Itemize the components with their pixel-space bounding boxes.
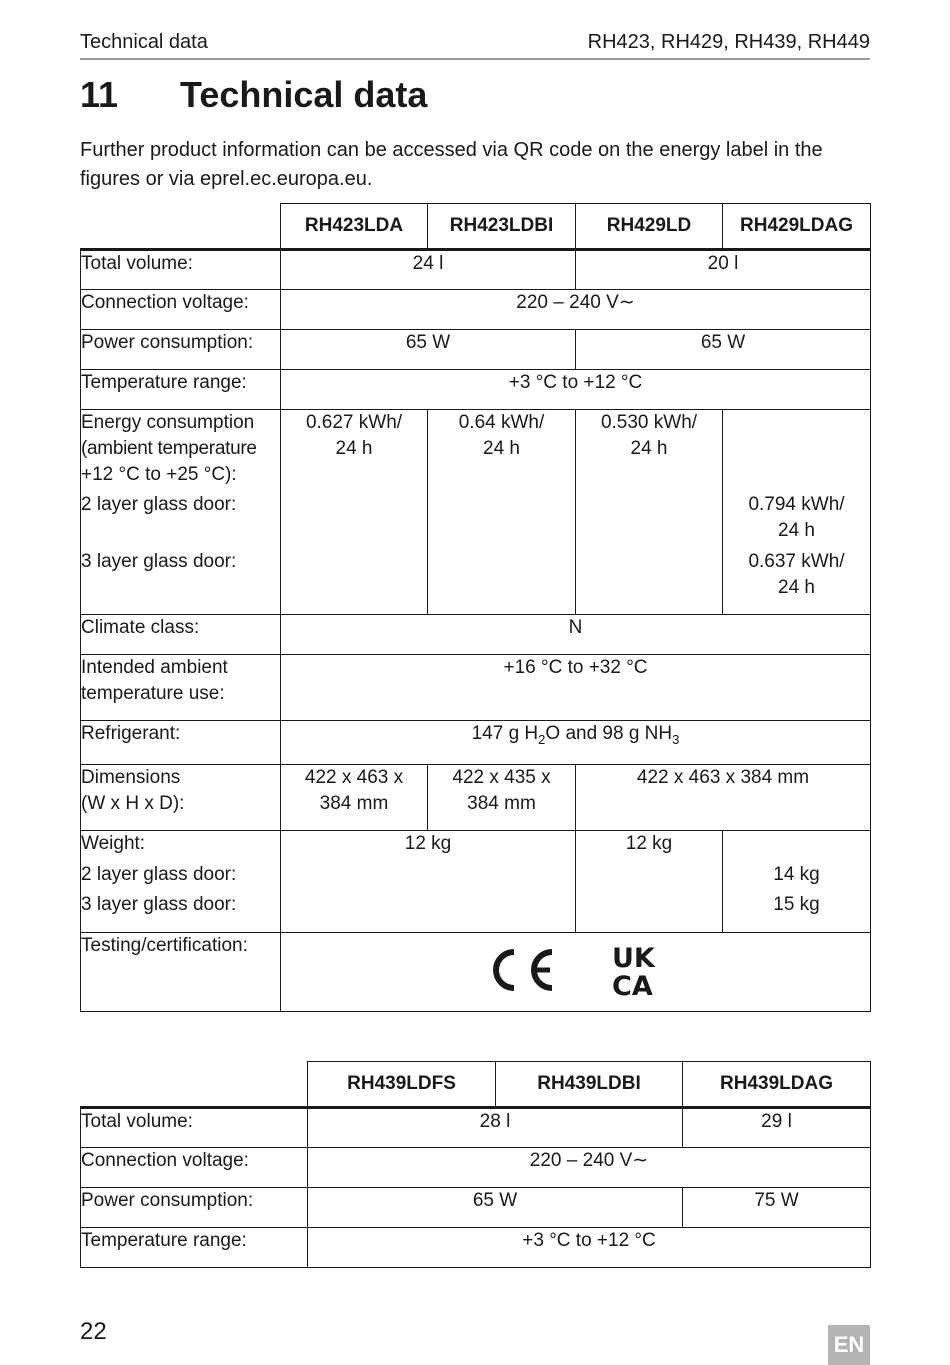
subscript: 2 xyxy=(538,732,546,747)
row-label: Connection voltage: xyxy=(81,290,281,330)
row-climate-class xyxy=(81,615,871,655)
value-cell xyxy=(281,765,428,831)
value-line: 24 h xyxy=(483,438,520,459)
row-total-volume xyxy=(81,250,871,290)
formula-part: 147 g H xyxy=(471,723,539,744)
row-label xyxy=(81,831,281,933)
corner-cell xyxy=(81,204,281,250)
row-label: Climate class: xyxy=(81,615,281,655)
value-line: 0.627 kWh/ xyxy=(305,412,403,433)
ce-mark-icon xyxy=(484,946,556,994)
row-label: Total volume: xyxy=(81,1108,308,1148)
value-cell: +3 °C to +12 °C xyxy=(308,1228,871,1268)
value-line: 0.64 kWh/ xyxy=(458,412,545,433)
label-line: temperature use: xyxy=(81,683,225,704)
value-line: 24 h xyxy=(335,438,373,459)
value-cell: 65 W xyxy=(576,330,871,370)
value-cell: 20 l xyxy=(576,250,871,290)
value-cell xyxy=(723,831,871,933)
value-cell xyxy=(428,410,576,615)
section-title: Technical data xyxy=(180,74,428,115)
value-line: 0.794 kWh/ xyxy=(748,494,845,515)
row-ambient-use xyxy=(81,655,871,721)
value-cell xyxy=(576,410,723,615)
label-line: (ambient temperature xyxy=(81,438,257,459)
value-line: 422 x 435 x xyxy=(452,767,551,788)
value-line: 15 kg xyxy=(773,894,820,915)
model-header: RH429LD xyxy=(576,204,723,250)
value-cell: 12 kg xyxy=(576,831,723,933)
row-label xyxy=(81,765,281,831)
value-cell: 29 l xyxy=(683,1108,871,1148)
model-header: RH439LDBI xyxy=(496,1062,683,1108)
row-label: Connection voltage: xyxy=(81,1148,308,1188)
row-connection-voltage xyxy=(81,290,871,330)
value-cell: +3 °C to +12 °C xyxy=(281,370,871,410)
value-line: 24 h xyxy=(778,520,815,541)
ukca-mark-icon xyxy=(612,943,668,997)
value-line: 422 x 463 x xyxy=(304,767,404,788)
row-refrigerant xyxy=(81,721,871,765)
row-label: Power consumption: xyxy=(81,330,281,370)
value-line: 14 kg xyxy=(773,864,820,885)
row-total-volume xyxy=(81,1108,871,1148)
svg-text:CA: CA xyxy=(611,971,653,997)
model-header: RH423LDBI xyxy=(428,204,576,250)
intro-paragraph: Further product information can be accessed via QR code on the energy label in the figures or via eprel.ec.europa.eu. xyxy=(80,139,823,190)
value-cell xyxy=(281,721,871,765)
value-cell xyxy=(428,765,576,831)
value-cell: N xyxy=(281,615,871,655)
spec-table-rh439 xyxy=(80,1061,871,1268)
row-temperature-range xyxy=(81,370,871,410)
row-certification xyxy=(81,933,871,1012)
value-line: 24 h xyxy=(630,438,668,459)
value-cell: 28 l xyxy=(308,1108,683,1148)
value-cell: 220 – 240 V∼ xyxy=(281,290,871,330)
value-cell: 422 x 463 x 384 mm xyxy=(576,765,871,831)
label-line: +12 °C to +25 °C): xyxy=(81,464,237,485)
value-cell: 12 kg xyxy=(281,831,576,933)
corner-cell xyxy=(81,1062,308,1108)
value-line: 384 mm xyxy=(319,793,389,814)
page-number: 22 xyxy=(80,1318,107,1345)
row-power-consumption xyxy=(81,1188,871,1228)
label-line: (W x H x D): xyxy=(81,793,185,814)
row-connection-voltage xyxy=(81,1148,871,1188)
row-label xyxy=(81,410,281,615)
value-line: 24 h xyxy=(778,577,815,598)
header-divider xyxy=(80,58,870,60)
row-label: Temperature range: xyxy=(81,1228,308,1268)
label-line: Intended ambient xyxy=(81,657,228,678)
value-line: 0.530 kWh/ xyxy=(600,412,698,433)
model-header: RH439LDAG xyxy=(683,1062,871,1108)
label-2-layer: 2 layer glass door: xyxy=(81,864,237,885)
row-label: Testing/certification: xyxy=(81,933,281,1012)
value-cell: +16 °C to +32 °C xyxy=(281,655,871,721)
row-label: Power consumption: xyxy=(81,1188,308,1228)
value-line: 0.637 kWh/ xyxy=(748,551,845,572)
model-header: RH439LDFS xyxy=(308,1062,496,1108)
value-line: 384 mm xyxy=(467,793,536,814)
row-label xyxy=(81,655,281,721)
model-header: RH423LDA xyxy=(281,204,428,250)
value-cell: 220 – 240 V∼ xyxy=(308,1148,871,1188)
row-energy-consumption xyxy=(81,410,871,615)
row-weight xyxy=(81,831,871,933)
section-number: 11 xyxy=(80,74,119,115)
label-3-layer: 3 layer glass door: xyxy=(81,551,237,572)
row-label: Temperature range: xyxy=(81,370,281,410)
running-header-title: Technical data xyxy=(80,31,208,53)
label-2-layer: 2 layer glass door: xyxy=(81,494,237,515)
svg-text:UK: UK xyxy=(611,943,655,974)
row-label: Refrigerant: xyxy=(81,721,281,765)
running-header-models: RH423, RH429, RH439, RH449 xyxy=(587,31,870,53)
row-dimensions xyxy=(81,765,871,831)
label-3-layer: 3 layer glass door: xyxy=(81,894,237,915)
value-cell: 75 W xyxy=(683,1188,871,1228)
value-cell: 65 W xyxy=(308,1188,683,1228)
label-line: Weight: xyxy=(81,833,146,854)
row-label: Total volume: xyxy=(81,250,281,290)
row-temperature-range xyxy=(81,1228,871,1268)
model-header: RH429LDAG xyxy=(723,204,871,250)
label-line: Energy consumption xyxy=(81,412,255,433)
value-cell xyxy=(281,933,871,1012)
row-power-consumption xyxy=(81,330,871,370)
value-cell: 65 W xyxy=(281,330,576,370)
value-cell xyxy=(723,410,871,615)
spec-table-rh423-rh429 xyxy=(80,203,871,1012)
value-cell xyxy=(281,410,428,615)
value-cell: 24 l xyxy=(281,250,576,290)
subscript: 3 xyxy=(672,732,680,747)
language-badge: EN xyxy=(828,1325,870,1365)
label-line: Dimensions xyxy=(81,767,181,788)
formula-part: O and 98 g NH xyxy=(545,723,673,744)
